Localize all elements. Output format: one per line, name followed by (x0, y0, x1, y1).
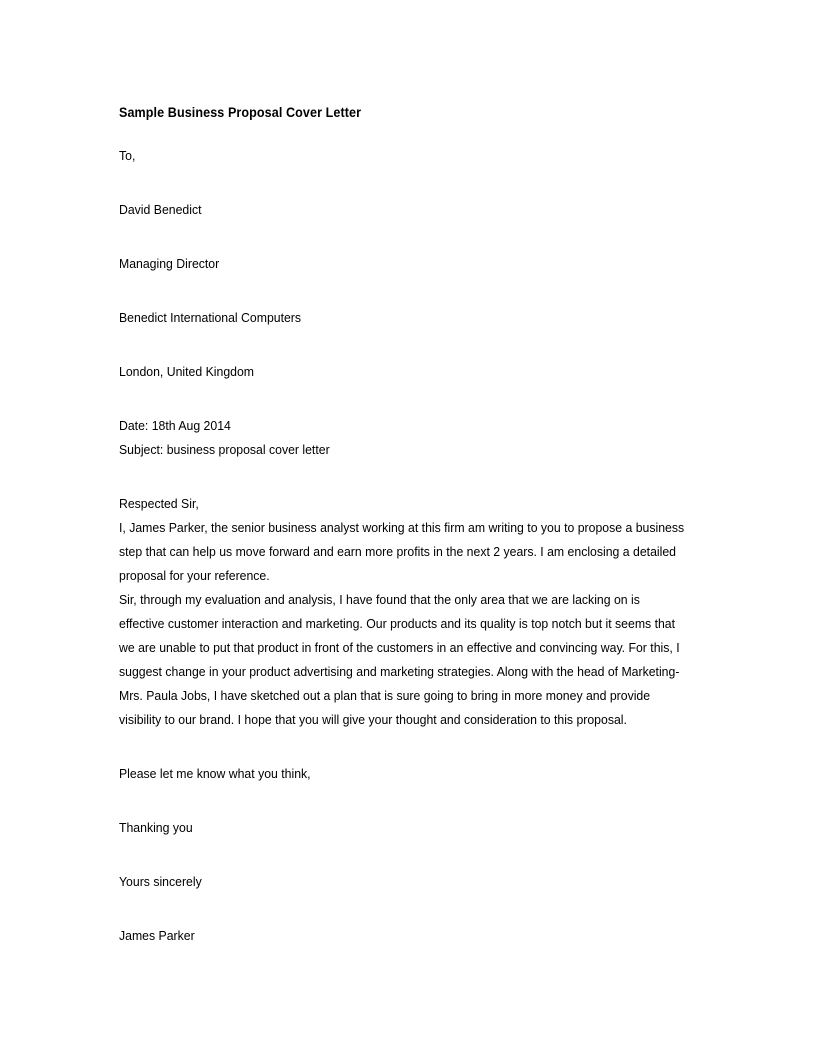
body-paragraph-2: Sir, through my evaluation and analysis, I have found that the only area that we are lacking on is effective customer interaction and marketing. Our products and its quality is top notch but it seems that we are unable to put that product in front of the customers in an effective and convincing way. For this, I suggest change in your product advertising and marketing strategies. Along with the head of Marketing-Mrs. Paula Jobs, I have sketched out a plan that is sure going to bring in more money and provide visibility to our brand. I hope that you will give your thought and consideration to this proposal. (119, 592, 680, 727)
recipient-company: Benedict International Computers (119, 310, 302, 325)
signature-name: James Parker (119, 928, 195, 943)
recipient-location: London, United Kingdom (119, 364, 255, 379)
greeting: Respected Sir, (119, 496, 199, 511)
closing-line: Yours sincerely (119, 874, 202, 889)
subject-line: Subject: business proposal cover letter (119, 442, 330, 457)
letter-content (119, 104, 687, 948)
date-line: Date: 18th Aug 2014 (119, 418, 231, 433)
recipient-salutation: To, (119, 148, 136, 163)
recipient-job-title: Managing Director (119, 256, 220, 271)
body-paragraph-1: I, James Parker, the senior business analyst working at this firm am writing to you to propose a business step that can help us move forward and earn more profits in the next 2 years. I am enclosing a detailed proposal for your reference. (119, 520, 685, 583)
page-title: Sample Business Proposal Cover Letter (119, 105, 362, 120)
recipient-name: David Benedict (119, 202, 202, 217)
thanks-line: Thanking you (119, 820, 193, 835)
call-to-action-line: Please let me know what you think, (119, 766, 311, 781)
